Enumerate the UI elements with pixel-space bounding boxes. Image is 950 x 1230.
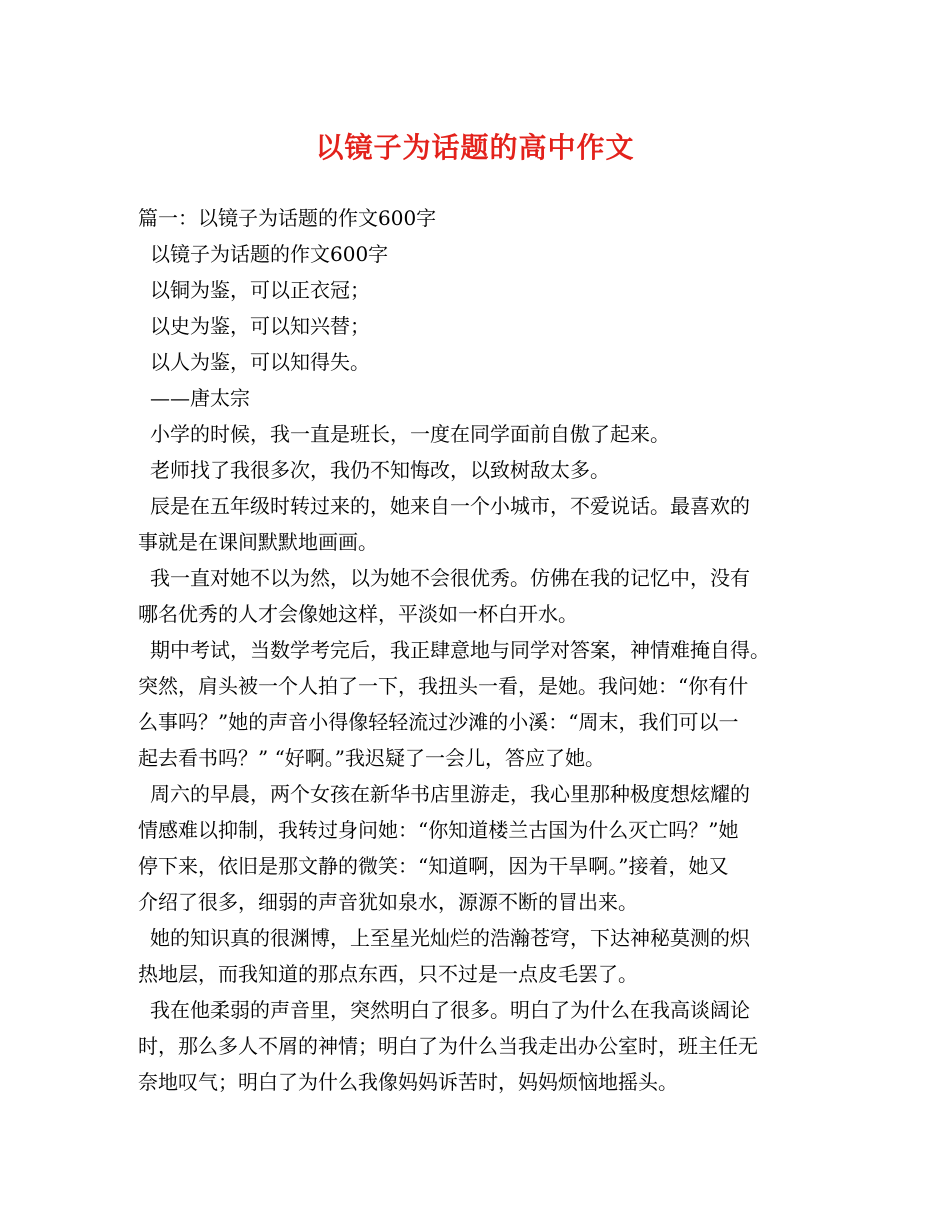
- paragraph-line: 以史为鉴，可以知兴替；: [150, 314, 370, 338]
- paragraph-line: 突然，肩头被一个人拍了一下，我扭头一看，是她。我问她：“你有什: [138, 674, 749, 698]
- document-title: 以镜子为话题的高中作文: [315, 131, 635, 164]
- paragraph-line: 哪名优秀的人才会像她这样，平淡如一杯白开水。: [138, 602, 578, 626]
- paragraph-line: 以铜为鉴，可以正衣冠；: [150, 278, 370, 302]
- document-body: [138, 200, 818, 1100]
- paragraph-line: ——唐太宗: [150, 386, 250, 410]
- paragraph-line: 时，那么多人不屑的神情；明白了为什么当我走出办公室时，班主任无: [138, 1034, 758, 1058]
- paragraph-line: 情感难以抑制，我转过身问她：“你知道楼兰古国为什么灭亡吗？”她: [138, 818, 739, 842]
- paragraph-line: 篇一：以镜子为话题的作文600字: [138, 206, 437, 230]
- paragraph-line: 停下来，依旧是那文静的微笑：“知道啊，因为干旱啊。”接着，她又: [138, 854, 729, 878]
- paragraph-line: 我在他柔弱的声音里，突然明白了很多。明白了为什么在我高谈阔论: [150, 998, 750, 1022]
- paragraph-line: 介绍了很多，细弱的声音犹如泉水，源源不断的冒出来。: [138, 890, 638, 914]
- paragraph-line: 以镜子为话题的作文600字: [150, 242, 389, 266]
- paragraph-line: 辰是在五年级时转过来的，她来自一个小城市，不爱说话。最喜欢的: [150, 494, 750, 518]
- paragraph-line: 事就是在课间默默地画画。: [138, 530, 378, 554]
- paragraph-line: 期中考试，当数学考完后，我正肆意地与同学对答案，神情难掩自得。: [150, 638, 770, 662]
- paragraph-line: 起去看书吗？” “好啊。”我迟疑了一会儿，答应了她。: [138, 746, 606, 770]
- paragraph-line: 奈地叹气；明白了为什么我像妈妈诉苦时，妈妈烦恼地摇头。: [138, 1070, 678, 1094]
- paragraph-line: 热地层，而我知道的那点东西，只不过是一点皮毛罢了。: [138, 962, 638, 986]
- paragraph-line: 小学的时候，我一直是班长，一度在同学面前自傲了起来。: [150, 422, 670, 446]
- paragraph-line: 么事吗？”她的声音小得像轻轻流过沙滩的小溪：“周末，我们可以一: [138, 710, 739, 734]
- paragraph-line: 她的知识真的很渊博，上至星光灿烂的浩瀚苍穹，下达神秘莫测的炽: [150, 926, 750, 950]
- paragraph-line: 老师找了我很多次，我仍不知悔改，以致树敌太多。: [150, 458, 610, 482]
- paragraph-line: 周六的早晨，两个女孩在新华书店里游走，我心里那种极度想炫耀的: [150, 782, 750, 806]
- paragraph-line: 以人为鉴，可以知得失。: [150, 350, 370, 374]
- paragraph-line: 我一直对她不以为然，以为她不会很优秀。仿佛在我的记忆中，没有: [150, 566, 750, 590]
